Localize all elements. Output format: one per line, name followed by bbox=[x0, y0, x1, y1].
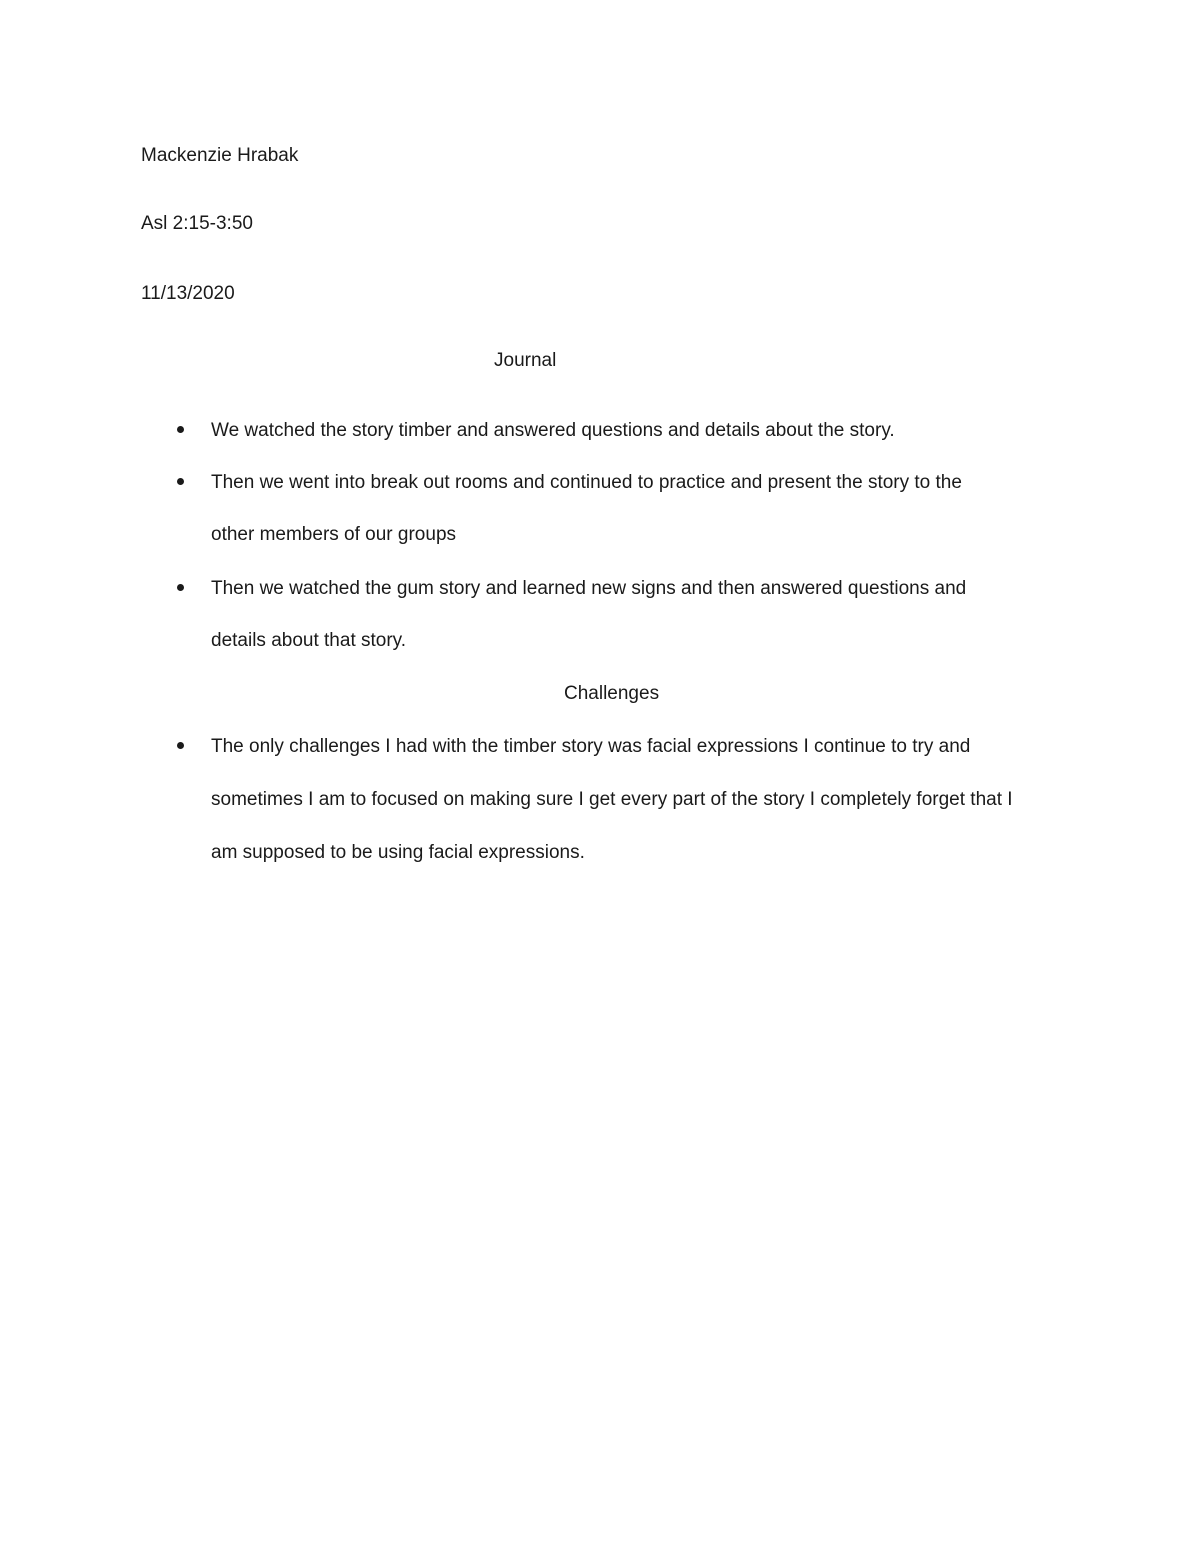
journal-item-1-line-1: We watched the story timber and answered questions and details about the story. bbox=[211, 420, 895, 441]
bullet-icon bbox=[177, 742, 184, 749]
journal-item-3-line-1: Then we watched the gum story and learned new signs and then answered questions and bbox=[211, 578, 967, 599]
journal-item-3-line-2: details about that story. bbox=[211, 630, 407, 651]
journal-item-2-line-1: Then we went into break out rooms and continued to practice and present the story to the bbox=[211, 472, 962, 493]
document-date: 11/13/2020 bbox=[141, 283, 235, 304]
challenges-heading: Challenges bbox=[564, 683, 660, 704]
journal-item-2-line-2: other members of our groups bbox=[211, 524, 457, 545]
challenges-item-1-line-2: sometimes I am to focused on making sure I get every part of the story I completely forget that I bbox=[211, 789, 1013, 810]
challenges-item-1-line-1: The only challenges I had with the timber story was facial expressions I continue to try and bbox=[211, 736, 971, 757]
challenges-item-1-line-3: am supposed to be using facial expressions. bbox=[211, 842, 585, 863]
author-name: Mackenzie Hrabak bbox=[141, 145, 299, 166]
bullet-icon bbox=[177, 478, 184, 485]
class-info: Asl 2:15-3:50 bbox=[141, 213, 253, 234]
bullet-icon bbox=[177, 426, 184, 433]
bullet-icon bbox=[177, 584, 184, 591]
journal-heading: Journal bbox=[494, 350, 557, 371]
